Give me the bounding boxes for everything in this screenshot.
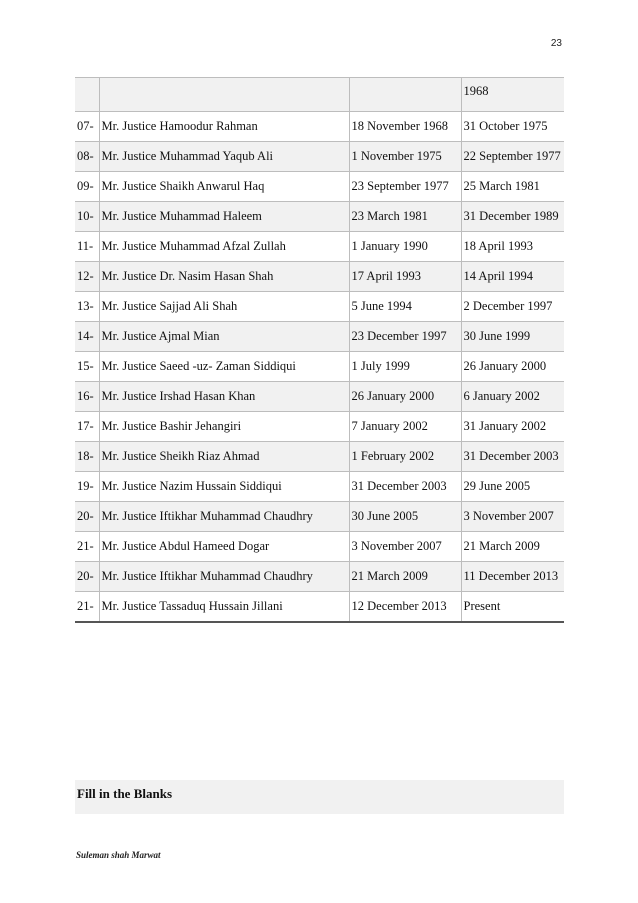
cell-number: 19- (75, 472, 99, 502)
cell-from-date: 18 November 1968 (349, 112, 461, 142)
cell-number: 07- (75, 112, 99, 142)
table-row (75, 562, 564, 592)
cell-from-date: 1 January 1990 (349, 232, 461, 262)
footer-signature: Suleman shah Marwat (76, 850, 161, 860)
table-row-partial (75, 78, 564, 112)
cell-name: Mr. Justice Iftikhar Muhammad Chaudhry (99, 562, 349, 592)
table-row (75, 202, 564, 232)
cell-number: 14- (75, 322, 99, 352)
page-number: 23 (550, 38, 562, 49)
table-row (75, 382, 564, 412)
cell-number: 11- (75, 232, 99, 262)
cell-name: Mr. Justice Abdul Hameed Dogar (99, 532, 349, 562)
chief-justices-table (75, 77, 564, 623)
table-row (75, 232, 564, 262)
cell-name: Mr. Justice Ajmal Mian (99, 322, 349, 352)
cell-number: 20- (75, 502, 99, 532)
table-row (75, 472, 564, 502)
table-row (75, 592, 564, 623)
cell-number: 15- (75, 352, 99, 382)
cell-from-date: 1 November 1975 (349, 142, 461, 172)
cell-name (99, 78, 349, 112)
cell-from-date (349, 78, 461, 112)
cell-from-date: 5 June 1994 (349, 292, 461, 322)
table-body (75, 78, 564, 623)
table-row (75, 292, 564, 322)
cell-name: Mr. Justice Muhammad Afzal Zullah (99, 232, 349, 262)
cell-to-date: 3 November 2007 (461, 502, 564, 532)
cell-number (75, 78, 99, 112)
cell-from-date: 30 June 2005 (349, 502, 461, 532)
cell-to-date: 1968 (461, 78, 564, 112)
cell-to-date: 21 March 2009 (461, 532, 564, 562)
cell-name: Mr. Justice Nazim Hussain Siddiqui (99, 472, 349, 502)
cell-to-date: 6 January 2002 (461, 382, 564, 412)
cell-from-date: 23 September 1977 (349, 172, 461, 202)
table-row (75, 262, 564, 292)
cell-to-date: 25 March 1981 (461, 172, 564, 202)
cell-name: Mr. Justice Sheikh Riaz Ahmad (99, 442, 349, 472)
table-row (75, 142, 564, 172)
cell-to-date: 29 June 2005 (461, 472, 564, 502)
table-row (75, 412, 564, 442)
cell-to-date: 18 April 1993 (461, 232, 564, 262)
cell-to-date: 31 October 1975 (461, 112, 564, 142)
cell-to-date: 14 April 1994 (461, 262, 564, 292)
cell-name: Mr. Justice Tassaduq Hussain Jillani (99, 592, 349, 623)
cell-number: 12- (75, 262, 99, 292)
table-row (75, 352, 564, 382)
cell-number: 13- (75, 292, 99, 322)
cell-from-date: 3 November 2007 (349, 532, 461, 562)
cell-from-date: 12 December 2013 (349, 592, 461, 623)
cell-from-date: 23 December 1997 (349, 322, 461, 352)
cell-from-date: 7 January 2002 (349, 412, 461, 442)
cell-number: 21- (75, 592, 99, 623)
cell-name: Mr. Justice Saeed -uz- Zaman Siddiqui (99, 352, 349, 382)
cell-name: Mr. Justice Muhammad Yaqub Ali (99, 142, 349, 172)
cell-from-date: 21 March 2009 (349, 562, 461, 592)
cell-from-date: 1 July 1999 (349, 352, 461, 382)
table-row (75, 502, 564, 532)
table-row (75, 322, 564, 352)
cell-number: 08- (75, 142, 99, 172)
cell-name: Mr. Justice Sajjad Ali Shah (99, 292, 349, 322)
table-row (75, 112, 564, 142)
cell-to-date: 2 December 1997 (461, 292, 564, 322)
cell-name: Mr. Justice Iftikhar Muhammad Chaudhry (99, 502, 349, 532)
cell-from-date: 31 December 2003 (349, 472, 461, 502)
cell-name: Mr. Justice Hamoodur Rahman (99, 112, 349, 142)
cell-name: Mr. Justice Dr. Nasim Hasan Shah (99, 262, 349, 292)
cell-number: 09- (75, 172, 99, 202)
cell-to-date: 11 December 2013 (461, 562, 564, 592)
cell-to-date: 26 January 2000 (461, 352, 564, 382)
cell-number: 21- (75, 532, 99, 562)
cell-number: 20- (75, 562, 99, 592)
cell-to-date: 22 September 1977 (461, 142, 564, 172)
cell-number: 16- (75, 382, 99, 412)
cell-number: 10- (75, 202, 99, 232)
cell-to-date: 31 December 2003 (461, 442, 564, 472)
cell-number: 18- (75, 442, 99, 472)
cell-to-date: Present (461, 592, 564, 623)
cell-from-date: 26 January 2000 (349, 382, 461, 412)
cell-from-date: 1 February 2002 (349, 442, 461, 472)
cell-name: Mr. Justice Muhammad Haleem (99, 202, 349, 232)
table-row (75, 442, 564, 472)
cell-to-date: 31 December 1989 (461, 202, 564, 232)
cell-name: Mr. Justice Irshad Hasan Khan (99, 382, 349, 412)
section-heading: Fill in the Blanks (75, 780, 564, 814)
cell-from-date: 23 March 1981 (349, 202, 461, 232)
table-row (75, 532, 564, 562)
cell-from-date: 17 April 1993 (349, 262, 461, 292)
cell-name: Mr. Justice Bashir Jehangiri (99, 412, 349, 442)
cell-to-date: 30 June 1999 (461, 322, 564, 352)
cell-number: 17- (75, 412, 99, 442)
table-row (75, 172, 564, 202)
cell-name: Mr. Justice Shaikh Anwarul Haq (99, 172, 349, 202)
cell-to-date: 31 January 2002 (461, 412, 564, 442)
